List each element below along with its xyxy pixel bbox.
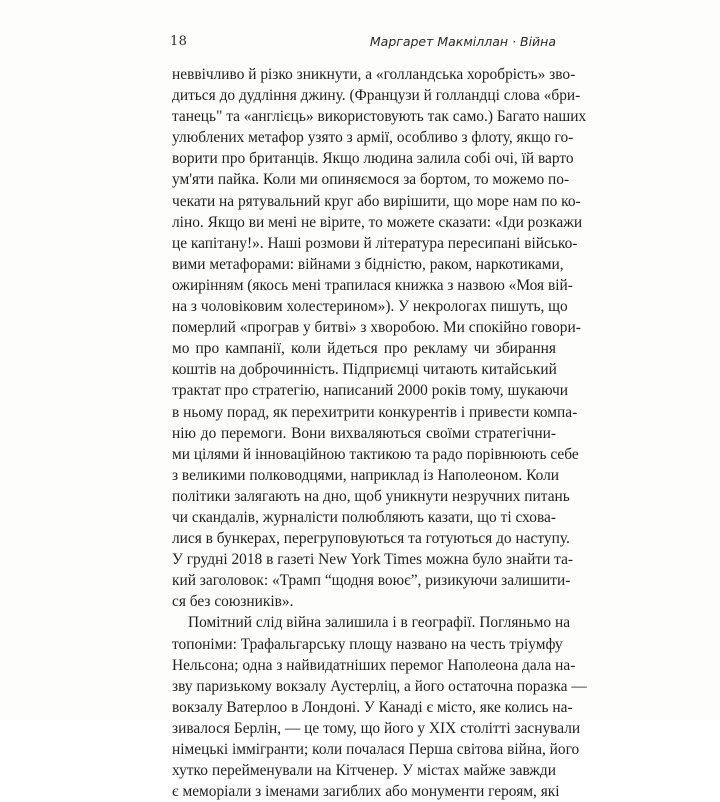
text-line: Нельсона; одна з найвидатніших перемог Наполеона дала на- bbox=[172, 656, 576, 674]
text-line: ся без союзників». bbox=[172, 593, 294, 611]
text-line: зву паризькому вокзалу Аустерліц, а його остаточна поразка — bbox=[172, 677, 587, 695]
text-line: неввічливо й різко зникнути, а «голландська хоробрість» зво- bbox=[172, 66, 576, 83]
text-line: вими метафорами: війнами з бідністю, раком, наркотиками, bbox=[172, 255, 564, 273]
text-line: ворити про британців. Якщо людина залила собі очі, їй варто bbox=[172, 150, 574, 168]
text-line: лися в бункерах, перегруповуються та готуються до наступу. bbox=[172, 530, 570, 548]
text-line: політики залягають на дно, щоб уникнути незручних питань bbox=[172, 487, 570, 505]
page-number: 18 bbox=[170, 34, 188, 49]
text-line: нію до перемоги. Вони вихваляються своїми стратегічни- bbox=[172, 424, 556, 442]
text-line: ліно. Якщо ви мені не вірите, то можете сказати: «Іди розкажи bbox=[172, 213, 583, 231]
text-line: ум'яти пайка. Коли ми опиняємося за бортом, то можемо по- bbox=[172, 171, 570, 189]
text-line: топоніми: Трафальгарську площу названо на честь тріумфу bbox=[172, 635, 563, 653]
text-line: чекати на рятувальний круг або вирішити, що море нам по ко- bbox=[172, 192, 581, 210]
text-line: Помітний слід війна залишила і в географії. Погляньмо на bbox=[188, 614, 571, 632]
text-line: ми цілями й інноваційною тактикою та радо порівнюють себе bbox=[172, 445, 579, 463]
text-line: хутко перейменували на Кітченер. У містах майже завжди bbox=[172, 762, 556, 780]
text-line: на з чоловіковим холестерином»). У некрологах пишуть, що bbox=[172, 298, 568, 316]
text-line: з великими полководцями, наприклад із Наполеоном. Коли bbox=[172, 466, 559, 484]
text-line: вокзалу Ватерлоо в Лондоні. У Канаді є місто, яке колись на- bbox=[172, 698, 573, 716]
text-line: німецькі іммігранти; коли почалася Перша світова війна, його bbox=[172, 741, 580, 758]
text-line: це капітану!». Наші розмови й література пересипані військо- bbox=[172, 234, 578, 252]
text-line: є меморіали з іменами загиблих або монументи героям, які bbox=[172, 783, 560, 801]
text-line: У грудні 2018 в газеті New York Times можна було знайти та- bbox=[172, 551, 574, 569]
text-line: танець" та «англієць» використовують так само.) Багато наших bbox=[172, 108, 587, 126]
text-line: кий заголовок: «Трамп “щодня воює”, ризикуючи залишити- bbox=[172, 572, 571, 590]
text-line: диться до дудління джину. (Французи й голландці слова «бри- bbox=[172, 87, 581, 105]
text-line: мо про кампанії, коли йдеться про рекламу чи збирання bbox=[172, 340, 556, 358]
text-line: улюблених метафор узято з армії, особливо з флоту, якщо го- bbox=[172, 129, 574, 147]
text-line: зивалося Берлін, — це тому, що його у XIX столітті заснували bbox=[172, 719, 581, 737]
body-text bbox=[172, 64, 587, 802]
text-line: в ньому порад, як перехитрити конкурентів і привести компа- bbox=[172, 403, 578, 421]
running-head bbox=[170, 34, 556, 54]
text-line: ожирінням (якось мені трапилася книжка з назвою «Моя вій- bbox=[172, 276, 573, 294]
text-line: трактат про стратегію, написаний 2000 років тому, шукаючи bbox=[172, 382, 568, 400]
paragraph bbox=[172, 64, 587, 612]
text-line: чи скандалів, журналісти полюбляють казати, що ті схова- bbox=[172, 508, 556, 526]
book-title-header: Маргарет Макміллан · Війна bbox=[369, 34, 556, 49]
text-line: коштів на доброчинність. Підприємці читають китайський bbox=[172, 361, 557, 379]
text-line: померлий «програв у битві» з хворобою. Ми спокійно говори- bbox=[172, 319, 581, 337]
paragraph bbox=[172, 612, 587, 802]
